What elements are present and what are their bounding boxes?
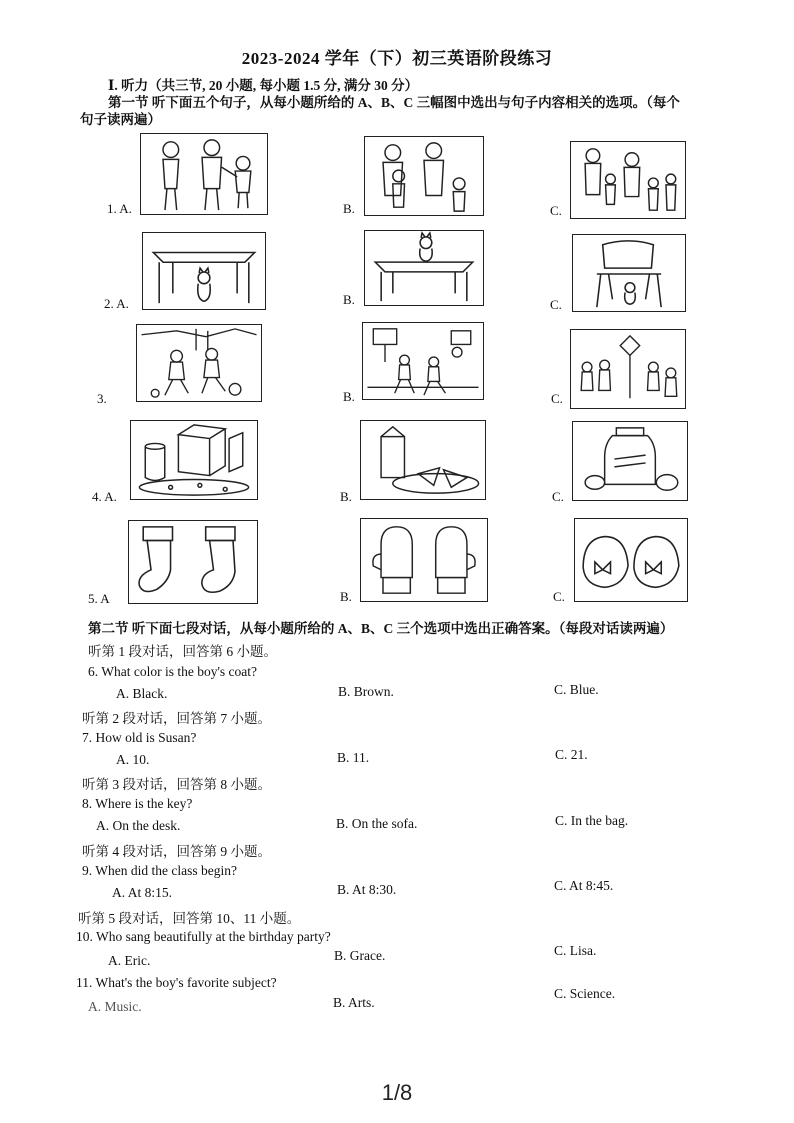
q3-label-a: 3. <box>97 391 107 406</box>
q2-picture-b[interactable] <box>364 230 484 306</box>
family-of-three-picture <box>141 134 267 214</box>
q5-label-c: C. <box>553 589 565 604</box>
milk-and-pizza-picture <box>131 421 257 499</box>
cat-under-table-picture <box>143 233 265 309</box>
q5-picture-b[interactable] <box>360 518 488 602</box>
cat-under-chair-picture <box>573 235 685 311</box>
q11-option-a[interactable]: A. Music. <box>88 999 142 1014</box>
question-10: 10. Who sang beautifully at the birthday party? <box>76 929 331 944</box>
kids-playing-basketball-picture <box>363 323 483 399</box>
q6-option-b[interactable]: B. Brown. <box>338 684 394 699</box>
socks-picture <box>129 521 257 603</box>
q6-option-c[interactable]: C. Blue. <box>554 682 599 697</box>
page-title: 2023-2024 学年（下）初三英语阶段练习 <box>241 49 553 68</box>
q9-option-b[interactable]: B. At 8:30. <box>337 882 397 897</box>
q9-option-c[interactable]: C. At 8:45. <box>554 878 614 893</box>
milk-bottle-and-eggs-picture <box>573 422 687 500</box>
q1-picture-a[interactable] <box>140 133 268 215</box>
section1-instruction-cont: 句子读两遍） <box>80 112 161 127</box>
dialogue-4-intro: 听第 4 段对话，回答第 9 小题。 <box>82 844 271 859</box>
page-number: 1/8 <box>381 1080 413 1105</box>
q4-picture-c[interactable] <box>572 421 688 501</box>
q3-label-b: B. <box>343 389 355 404</box>
q8-option-a[interactable]: A. On the desk. <box>96 818 181 833</box>
section1-instruction: 第一节 听下面五个句子，从每小题所给的 A、B、C 三幅图中选出与句子内容相关的选项。（每个 <box>108 95 680 110</box>
q4-label-b: B. <box>340 489 352 504</box>
q1-picture-b[interactable] <box>364 136 484 216</box>
question-6: 6. What color is the boy's coat? <box>88 664 258 679</box>
q3-picture-a[interactable] <box>136 324 262 402</box>
question-9: 9. When did the class begin? <box>82 863 237 878</box>
q5-label-a: 5. A <box>88 591 110 606</box>
milk-carton-and-pizza-slices-picture <box>361 421 485 499</box>
listening-heading: Ⅰ. 听力（共三节, 20 小题, 每小题 1.5 分, 满分 30 分） <box>108 78 419 93</box>
shoes-picture <box>575 519 687 601</box>
kids-at-party-picture <box>571 330 685 408</box>
q4-picture-a[interactable] <box>130 420 258 500</box>
q5-picture-c[interactable] <box>574 518 688 602</box>
family-of-four-picture <box>365 137 483 215</box>
q11-option-c[interactable]: C. Science. <box>554 986 616 1001</box>
q11-option-b[interactable]: B. Arts. <box>333 995 375 1010</box>
q6-option-a[interactable]: A. Black. <box>116 686 168 701</box>
q8-option-c[interactable]: C. In the bag. <box>555 813 629 828</box>
dialogue-3-intro: 听第 3 段对话，回答第 8 小题。 <box>82 777 271 792</box>
q2-picture-c[interactable] <box>572 234 686 312</box>
q10-option-b[interactable]: B. Grace. <box>334 948 386 963</box>
q3-picture-b[interactable] <box>362 322 484 400</box>
q2-label-c: C. <box>550 297 562 312</box>
q1-label-c: C. <box>550 203 562 218</box>
q2-label-b: B. <box>343 292 355 307</box>
q10-option-a[interactable]: A. Eric. <box>108 953 151 968</box>
dialogue-5-intro: 听第 5 段对话，回答第 10、11 小题。 <box>78 911 301 926</box>
q2-label-a: 2. A. <box>104 296 129 311</box>
q4-picture-b[interactable] <box>360 420 486 500</box>
q8-option-b[interactable]: B. On the sofa. <box>336 816 418 831</box>
family-of-five-picture <box>571 142 685 218</box>
q7-option-c[interactable]: C. 21. <box>555 747 588 762</box>
cat-on-table-picture <box>365 231 483 305</box>
q3-label-c: C. <box>551 391 563 406</box>
q1-picture-c[interactable] <box>570 141 686 219</box>
dialogue-1-intro: 听第 1 段对话，回答第 6 小题。 <box>88 644 277 659</box>
q9-option-a[interactable]: A. At 8:15. <box>112 885 173 900</box>
dialogue-2-intro: 听第 2 段对话，回答第 7 小题。 <box>82 711 271 726</box>
q7-option-b[interactable]: B. 11. <box>337 750 370 765</box>
section2-instruction: 第二节 听下面七段对话，从每小题所给的 A、B、C 三个选项中选出正确答案。（每段对话读两遍） <box>88 621 674 636</box>
q4-label-c: C. <box>552 489 564 504</box>
question-7: 7. How old is Susan? <box>82 730 197 745</box>
question-11: 11. What's the boy's favorite subject? <box>76 975 277 990</box>
q5-label-b: B. <box>340 589 352 604</box>
q1-label-a: 1. A. <box>107 201 132 216</box>
q10-option-c[interactable]: C. Lisa. <box>554 943 597 958</box>
q5-picture-a[interactable] <box>128 520 258 604</box>
question-8: 8. Where is the key? <box>82 796 193 811</box>
q2-picture-a[interactable] <box>142 232 266 310</box>
q4-label-a: 4. A. <box>92 489 117 504</box>
q1-label-b: B. <box>343 201 355 216</box>
q7-option-a[interactable]: A. 10. <box>116 752 150 767</box>
q3-picture-c[interactable] <box>570 329 686 409</box>
mittens-picture <box>361 519 487 601</box>
kids-playing-football-picture <box>137 325 261 401</box>
